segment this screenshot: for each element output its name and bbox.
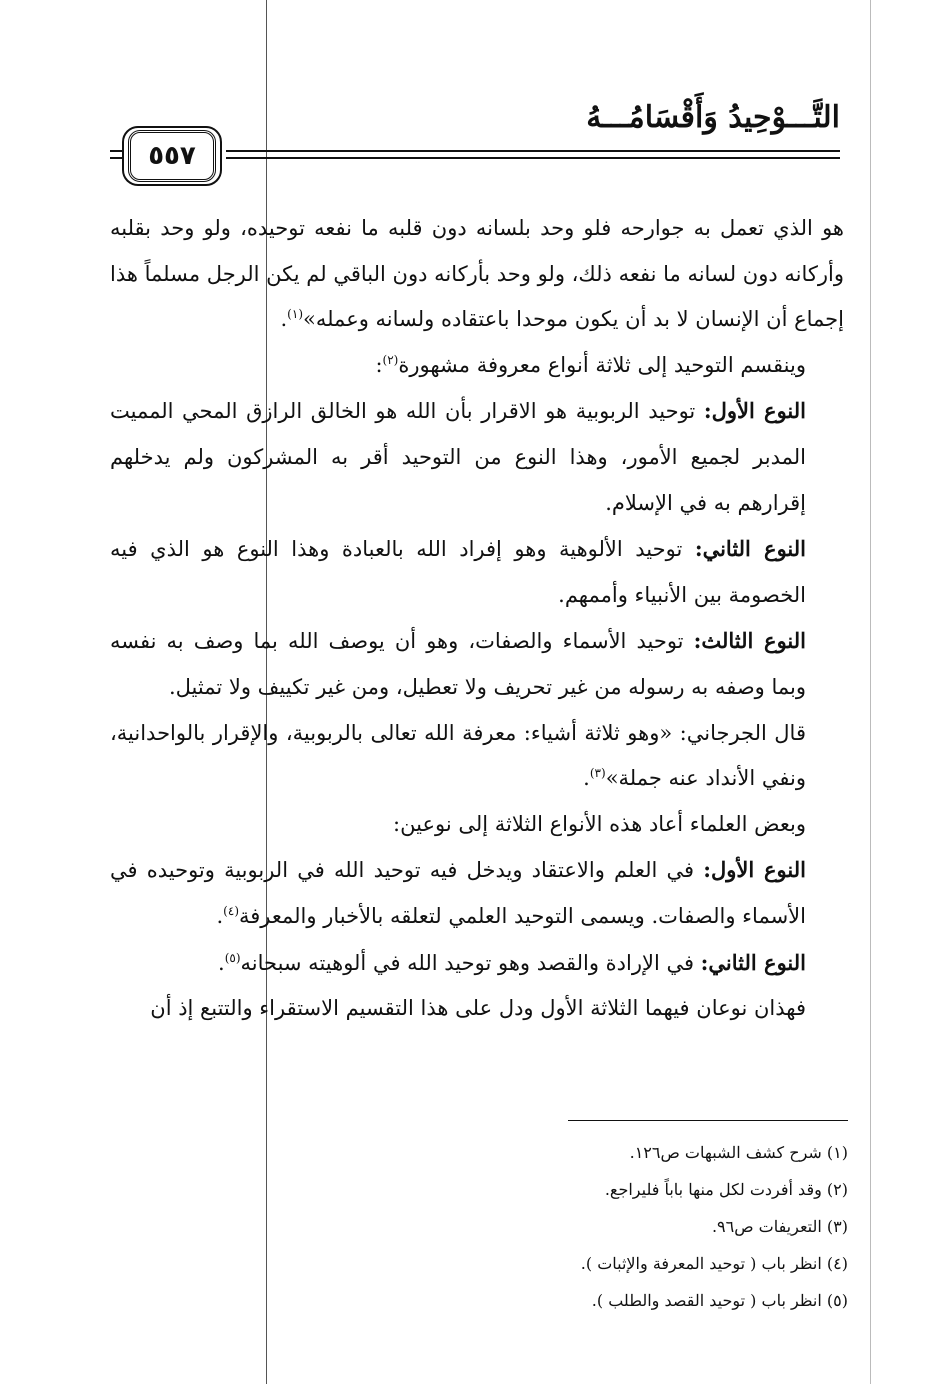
footnotes <box>288 1134 848 1319</box>
paragraph: وبعض العلماء أعاد هذه الأنواع الثلاثة إلى نوعين: <box>393 811 806 836</box>
paragraph: النوع الأول: توحيد الربوبية هو الاقرار بأن الله هو الخالق الرازق المحي المميت المدبر لجميع الأمور، وهذا النوع من التوحيد أقر به المشركون ولم يدخلهم إقرارهم به في الإسلام. <box>110 398 806 515</box>
paragraph: قال الجرجاني: «وهو ثلاثة أشياء: معرفة الله تعالى بالربوبية، والإقرار بالواحدانية، ونفي الأنداد عنه جملة»$^{(٣)}$. <box>110 720 806 791</box>
section-lead: النوع الأول: <box>703 857 806 883</box>
paragraph: وينقسم التوحيد إلى ثلاثة أنواع معروفة مشهورة$^{(٢)}$: <box>375 352 806 377</box>
paragraph: فهذان نوعان فيهما الثلاثة الأول ودل على هذا التقسيم الاستقراء والتتبع إذ أن <box>150 996 806 1021</box>
header-rule <box>226 157 840 159</box>
running-title: التَّـــوْحِيدُ وَأَقْسَامُـــهُ <box>586 100 840 135</box>
section-lead: النوع الثاني: <box>694 536 807 562</box>
footnote: (٤) انظر باب ( توحيد المعرفة والإثبات ). <box>580 1254 848 1273</box>
footnote: (٣) التعريفات ص٩٦. <box>711 1217 848 1236</box>
footnote-ref[interactable]: (٥) <box>224 950 241 965</box>
footnote: (١) شرح كشف الشبهات ص١٢٦. <box>629 1143 848 1162</box>
main-text <box>110 206 844 1032</box>
footnote-separator <box>568 1120 848 1121</box>
paragraph: النوع الثاني: في الإرادة والقصد وهو توحيد الله في ألوهيته سبحانه$^{(٥)}$. <box>218 949 806 975</box>
scan-artifact-line-right <box>870 0 871 1384</box>
footnote-ref[interactable]: (٢) <box>382 352 399 367</box>
footnote-ref[interactable]: (١) <box>287 307 303 322</box>
paragraph: النوع الثالث: توحيد الأسماء والصفات، وهو أن يوصف الله بما وصف به نفسه وبما وصفه به رسوله من غير تحريف ولا تعطيل، ومن غير تكييف ولا تمثيل. <box>110 628 806 699</box>
header-rule <box>226 150 840 152</box>
footnote: (٢) وقد أفردت لكل منها باباً فليراجع. <box>604 1180 848 1199</box>
footnote: (٥) انظر باب ( توحيد القصد والطلب ). <box>591 1291 848 1310</box>
paragraph: النوع الأول: في العلم والاعتقاد ويدخل فيه توحيد الله في الربوبية وتوحيده في الأسماء والصفات. ويسمى التوحيد العلمي لتعلقه بالأخبار والمعرفة$^{(٤)}$. <box>110 857 806 928</box>
header-rule-left <box>110 157 122 159</box>
section-lead: النوع الثاني: <box>700 949 806 975</box>
header-rule-left <box>110 150 122 152</box>
section-lead: النوع الثالث: <box>693 628 806 654</box>
section-lead: النوع الأول: <box>703 398 806 424</box>
page-number: ٥٥٧ <box>128 130 216 182</box>
paragraph: النوع الثاني: توحيد الألوهية وهو إفراد الله بالعبادة وهذا النوع هو الذي فيه الخصومة بين الأنبياء وأممهم. <box>110 536 807 607</box>
footnote-ref[interactable]: (٤) <box>223 903 239 918</box>
footnote-ref[interactable]: (٣) <box>589 766 606 781</box>
paragraph: هو الذي تعمل به جوارحه فلو وحد بلسانه دون قلبه ما نفعه توحيده، ولو وحد بقلبه وأركانه دون لسانه ما نفعه ذلك، ولو وحد بأركانه دون الباقي لم يكن الرجل مسلماً هذا إجماع أن الإنسان لا بد أن يكون موحدا باعتقاده ولسانه وعمله»$^{(١)}$. <box>110 216 844 332</box>
